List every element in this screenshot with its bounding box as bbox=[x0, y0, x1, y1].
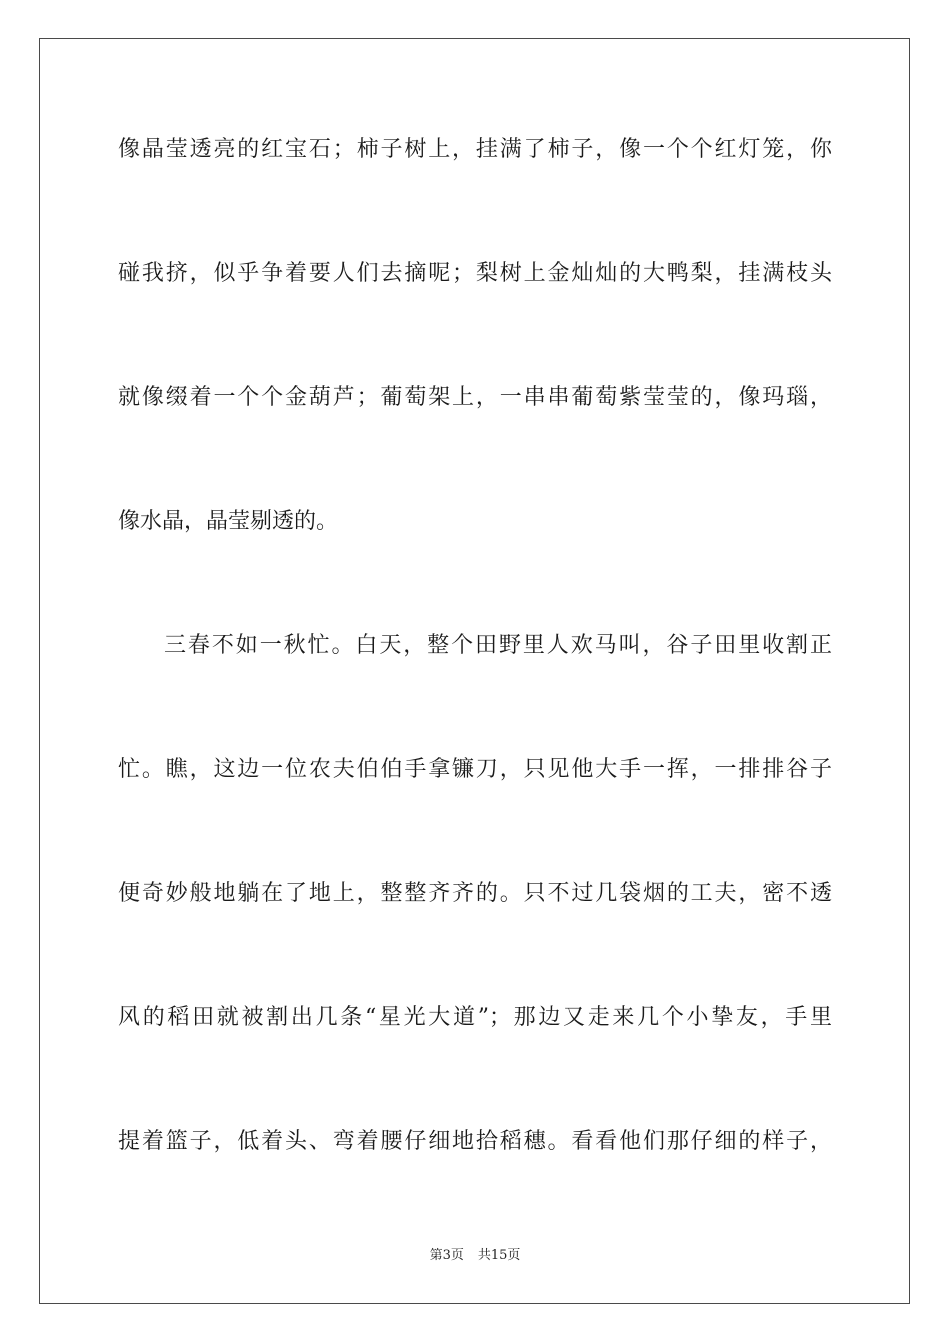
page-border bbox=[39, 38, 910, 1304]
paragraph-line-6: 忙。瞧，这边一位农夫伯伯手拿镰刀，只见他大手一挥，一排排谷子 bbox=[118, 757, 832, 782]
paragraph-line-1: 像晶莹透亮的红宝石；柿子树上，挂满了柿子，像一个个红灯笼，你 bbox=[118, 137, 832, 162]
paragraph-line-5: 三春不如一秋忙。白天，整个田野里人欢马叫，谷子田里收割正 bbox=[164, 633, 832, 658]
paragraph-line-4: 像水晶，晶莹剔透的。 bbox=[118, 509, 339, 534]
paragraph-line-2: 碰我挤，似乎争着要人们去摘呢；梨树上金灿灿的大鸭梨，挂满枝头 bbox=[118, 261, 832, 286]
paragraph-line-8: 风的稻田就被割出几条“星光大道”；那边又走来几个小挚友，手里 bbox=[118, 1005, 832, 1030]
page-total: 共15页 bbox=[477, 1248, 521, 1263]
page-footer bbox=[0, 1247, 950, 1265]
paragraph-line-9: 提着篮子，低着头、弯着腰仔细地拾稻穗。看看他们那仔细的样子， bbox=[118, 1129, 832, 1154]
paragraph-line-7: 便奇妙般地躺在了地上，整整齐齐的。只不过几袋烟的工夫，密不透 bbox=[118, 881, 832, 906]
paragraph-line-3: 就像缀着一个个金葫芦；葡萄架上，一串串葡萄紫莹莹的，像玛瑙， bbox=[118, 385, 832, 410]
page-number: 第3页 bbox=[429, 1248, 464, 1263]
